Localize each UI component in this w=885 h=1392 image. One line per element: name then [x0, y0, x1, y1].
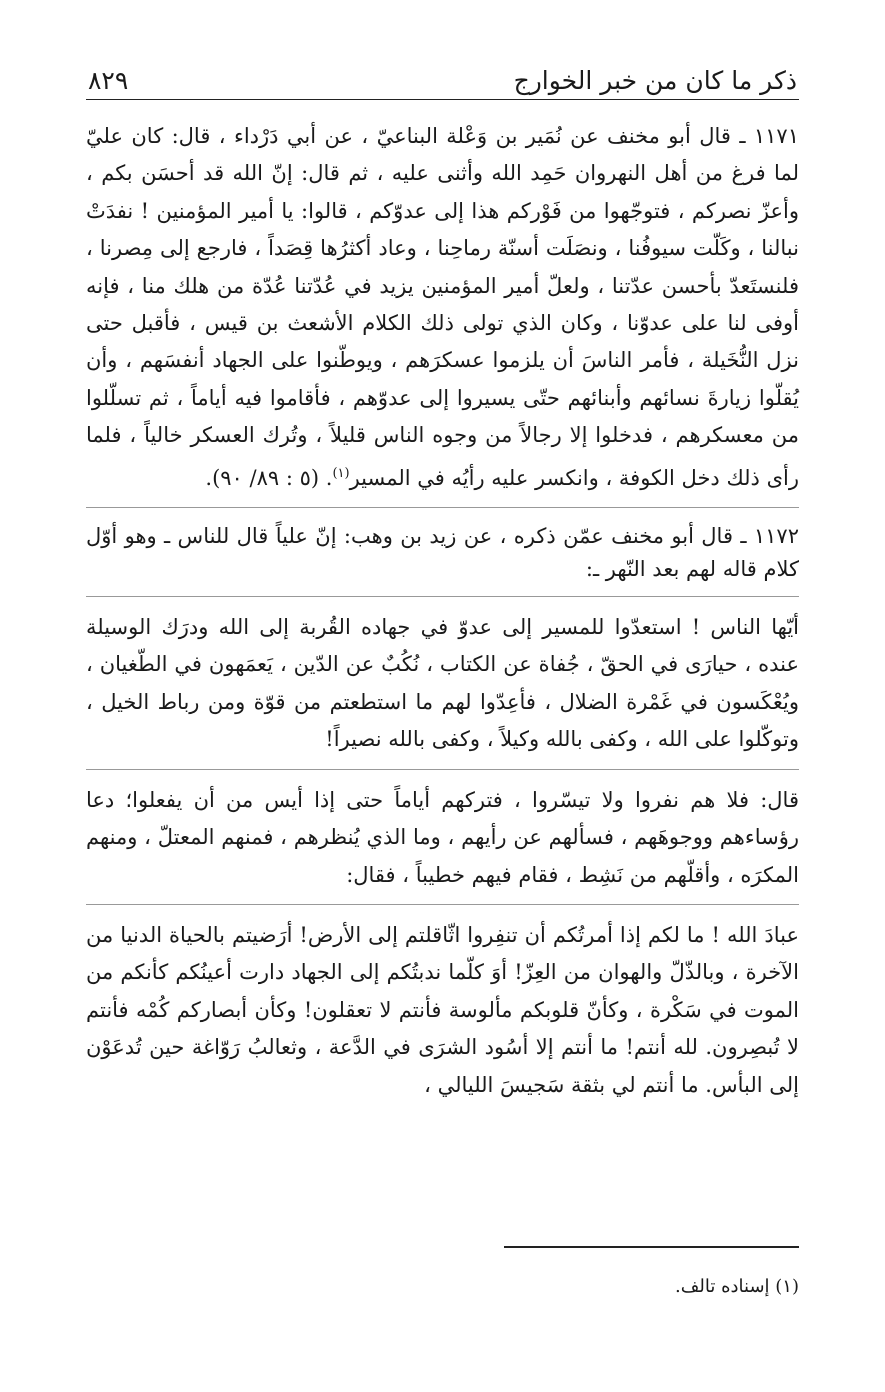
chapter-title: ذكر ما كان من خبر الخوارج	[513, 66, 797, 95]
paragraph-divider	[86, 507, 799, 508]
paragraph-divider	[86, 904, 799, 905]
footnote-1: (١) إسناده تالف.	[675, 1276, 799, 1297]
speech-paragraph-2: عبادَ الله ! ما لكم إذا أمرتُكم أن تنفِروا اثّاقلتم إلى الأرض! أرَضيتم بالحياة الدنيا من الآخرة ، وبالذّلّ والهوان من العِزّ! أوَ كلّما ندبتُكم إلى الجهاد دارت أعينُكم كأنكم من الموت في سَكْرة ، وكأنّ قلوبكم مألوسة فأنتم لا تعقلون! وكأن أبصاركم كُمْه فأنتم لا تُبصِرون. لله أنتم! ما أنتم إلا أسُود الشرَى في الدَّعة ، وثعالبُ رَوّاغة حين تُدعَوْن إلى البأس. ما أنتم لي بثقة سَجيسَ الليالي ،	[86, 922, 799, 1097]
footnote-marker[interactable]: (١)	[332, 465, 350, 481]
paragraph-divider	[86, 769, 799, 770]
paragraph-1172: ١١٧٢ ـ قال أبو مخنف عمّن ذكره ، عن زيد بن وهب: إنّ علياً قال للناس ـ وهو أوّل كلام قاله لهم بعد النّهر ـ:	[86, 524, 799, 582]
citation: (٥ : ٨٩/ ٩٠).	[205, 465, 320, 490]
narrative-paragraph: قال: فلا هم نفروا ولا تيسّروا ، فتركهم أياماً حتى إذا أيس من أن يفعلوا؛ دعا رؤساءهم ووجوهَهم ، فسألهم عن رأيهم ، وما الذي يُنظرهم ، فمنهم المعتلّ ، ومنهم المكرَه ، وأقلّهم من نَشِط ، فقام فيهم خطيباً ، فقال:	[86, 787, 799, 887]
running-header	[88, 54, 797, 96]
footnote-divider	[504, 1246, 799, 1248]
paragraph-1171: ١١٧١ ـ قال أبو مخنف عن نُمَير بن وَعْلة البناعيّ ، عن أبي دَرْداء ، قال: كان عليّ لما فرغ من أهل النهروان حَمِد الله وأثنى عليه ، ثم قال: إنّ الله قد أحسَن بكم ، وأعزّ نصركم ، فتوجّهوا من فَوْركم هذا إلى عدوّكم ، قالوا: يا أمير المؤمنين ! نفدَتْ نبالنا ، وكَلّت سيوفُنا ، ونصَلَت أسنّة رماحِنا ، وعاد أكثرُها قِصَداً ، فارجع إلى مِصرنا ، فلنستَعدّ بأحسن عدّتنا ، ولعلّ أمير المؤمنين يزيد في عُدّتنا عُدّة من هلك منا ، فإنه أوفى لنا على عدوّنا ، وكان الذي تولى ذلك الكلام الأشعث بن قيس ، فأقبل حتى نزل النُّخَيلة ، فأمر الناسَ أن يلزموا عسكرَهم ، ويوطّنوا على الجهاد أنفسَهم ، وأن يُقلّوا زيارةَ نسائهم وأبنائهم حتّى يسيروا إلى عدوّهم ، فأقاموا فيه أياماً ، ثم تسلّلوا من معسكرهم ، فدخلوا إلا رجالاً من وجوه الناس قليلاً ، وتُرك العسكر خالياً ، فلما رأى ذلك دخل الكوفة ، وانكسر عليه رأيُه في المسير$^{(١)}$. (٥ : ٨٩/ ٩٠).	[86, 124, 799, 490]
page-number: ٨٢٩	[88, 66, 129, 95]
paragraph-text: ١١٧١ ـ قال أبو مخنف عن نُمَير بن وَعْلة البناعيّ ، عن أبي دَرْداء ، قال: كان عليّ لما فرغ من أهل النهروان حَمِد الله وأثنى عليه ، ثم قال: إنّ الله قد أحسَن بكم ، وأعزّ نصركم ، فتوجّهوا من فَوْركم هذا إلى عدوّكم ، قالوا: يا أمير المؤمنين ! نفدَتْ نبالنا ، وكَلّت سيوفُنا ، ونصَلَت أسنّة رماحِنا ، وعاد أكثرُها قِصَداً ، فارجع إلى مِصرنا ، فلنستَعدّ بأحسن عدّتنا ، ولعلّ أمير المؤمنين يزيد في عُدّتنا عُدّة من هلك منا ، فإنه أوفى لنا على عدوّنا ، وكان الذي تولى ذلك الكلام الأشعث بن قيس ، فأقبل حتى نزل النُّخَيلة ، فأمر الناسَ أن يلزموا عسكرَهم ، ويوطّنوا على الجهاد أنفسَهم ، وأن يُقلّوا زيارةَ نسائهم وأبنائهم حتّى يسيروا إلى عدوّهم ، فأقاموا فيه أياماً ، ثم تسلّلوا من معسكرهم ، فدخلوا إلا رجالاً من وجوه الناس قليلاً ، وتُرك العسكر خالياً ، فلما رأى ذلك دخل الكوفة ، وانكسر عليه رأيُه في المسير	[86, 124, 799, 490]
page-body	[86, 118, 799, 1242]
speech-paragraph-1: أيّها الناس ! استعدّوا للمسير إلى عدوّ في جهاده القُربة إلى الله ودرَك الوسيلة عنده ، حيارَى في الحقّ ، جُفاة عن الكتاب ، نُكُبٌ عن الدّين ، يَعمَهون في الطّغيان ، ويُعْكَسون في غَمْرة الضلال ، فأعِدّوا لهم ما استطعتم من قوّة ومن رباط الخيل ، وتوكّلوا على الله ، وكفى بالله وكيلاً ، وكفى بالله نصيراً!	[86, 615, 799, 752]
header-divider	[86, 99, 799, 100]
paragraph-divider	[86, 596, 799, 597]
